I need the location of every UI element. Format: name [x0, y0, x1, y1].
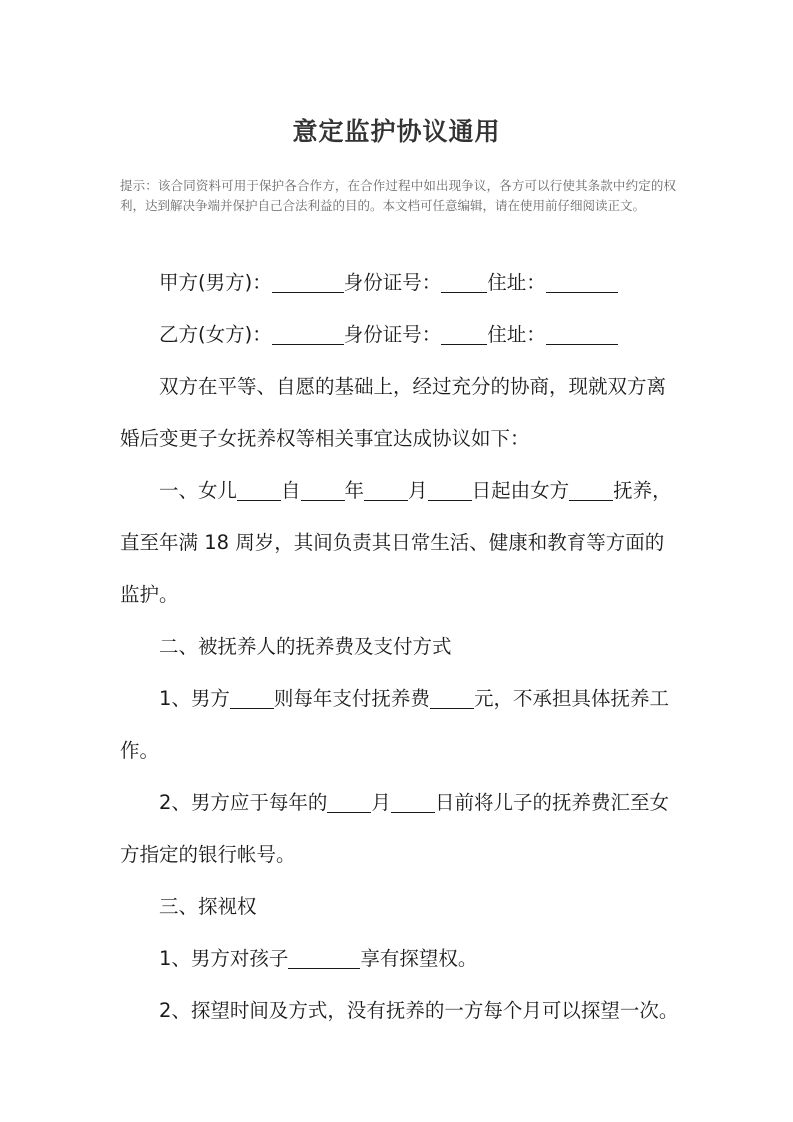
item-3-2-line: 2、探望时间及方式，没有抚养的一方每个月可以探望一次。	[159, 999, 679, 1022]
clause-1-line-2: 直至年满 18 周岁，其间负责其日常生活、健康和教育等方面的	[120, 531, 665, 554]
clause-1-text-a: 一、女儿	[159, 479, 238, 502]
item-3-1-text-a: 1、男方对孩子	[159, 947, 289, 970]
mother-name-blank[interactable]	[569, 480, 613, 501]
item-3-1-line	[120, 946, 676, 972]
party-b-name-blank[interactable]	[272, 324, 344, 345]
year-blank[interactable]	[301, 480, 345, 501]
clause-1-text-b: 自	[281, 479, 301, 502]
item-2-2-text-b: 月	[371, 791, 391, 814]
clause-1-line-3: 监护。	[120, 583, 179, 606]
section-3-heading: 三、探视权	[159, 895, 257, 918]
item-2-1-text-a: 1、男方	[159, 687, 230, 710]
payment-month-blank[interactable]	[327, 792, 371, 813]
party-b-line	[120, 322, 676, 348]
item-2-2-line-1	[120, 790, 676, 816]
party-b-address-blank[interactable]	[546, 324, 618, 345]
day-blank[interactable]	[428, 480, 472, 501]
tip-text: 提示：该合同资料可用于保护各合作方，在合作过程中如出现争议，各方可以行使其条款中约定的权利，达到解决争端并保护自己合法利益的目的。本文档可任意编辑，请在使用前仔细阅读正文。	[120, 178, 676, 213]
party-b-id-label: 身份证号：	[343, 323, 442, 346]
party-b-id-blank[interactable]	[441, 324, 487, 345]
daughter-name-blank[interactable]	[237, 480, 281, 501]
intro-line-2: 婚后变更子女抚养权等相关事宜达成协议如下：	[120, 427, 530, 450]
party-a-id-label: 身份证号：	[343, 271, 442, 294]
clause-1-text-c: 年	[344, 479, 365, 502]
item-2-1-line-2: 作。	[120, 739, 160, 762]
item-3-1-text-b: 享有探望权。	[360, 947, 478, 970]
party-a-address-label: 住址：	[487, 271, 546, 294]
item-2-1-text-b: 则每年支付抚养费	[273, 687, 430, 710]
support-amount-blank[interactable]	[430, 688, 474, 709]
clause-1-text-d: 月	[408, 479, 428, 502]
intro-line-1: 双方在平等、自愿的基础上，经过充分的协商，现就双方离	[159, 375, 667, 398]
party-a-id-blank[interactable]	[441, 272, 487, 293]
month-blank[interactable]	[364, 480, 408, 501]
clause-1-line-1	[120, 478, 676, 504]
item-2-1-line-1	[120, 686, 676, 712]
party-b-address-label: 住址：	[487, 323, 546, 346]
party-a-name-blank[interactable]	[272, 272, 344, 293]
party-b-label: 乙方(女方)：	[159, 323, 272, 346]
father-name-blank[interactable]	[230, 688, 274, 709]
party-a-address-blank[interactable]	[546, 272, 618, 293]
section-2-heading: 二、被抚养人的抚养费及支付方式	[159, 635, 452, 658]
document-title: 意定监护协议通用	[292, 117, 501, 146]
clause-1-text-f: 抚养，	[613, 479, 672, 502]
party-a-line	[120, 270, 676, 296]
payment-day-blank[interactable]	[391, 792, 435, 813]
item-2-2-text-c: 日前将儿子的抚养费汇至女	[434, 791, 669, 814]
item-2-2-text-a: 2、男方应于每年的	[159, 791, 328, 814]
item-2-2-line-2: 方指定的银行帐号。	[120, 843, 296, 866]
party-a-label: 甲方(男方)：	[159, 271, 272, 294]
visitation-child-blank[interactable]	[288, 948, 360, 969]
clause-1-text-e: 日起由女方	[471, 479, 570, 502]
item-2-1-text-c: 元，不承担具体抚养工	[473, 687, 669, 710]
